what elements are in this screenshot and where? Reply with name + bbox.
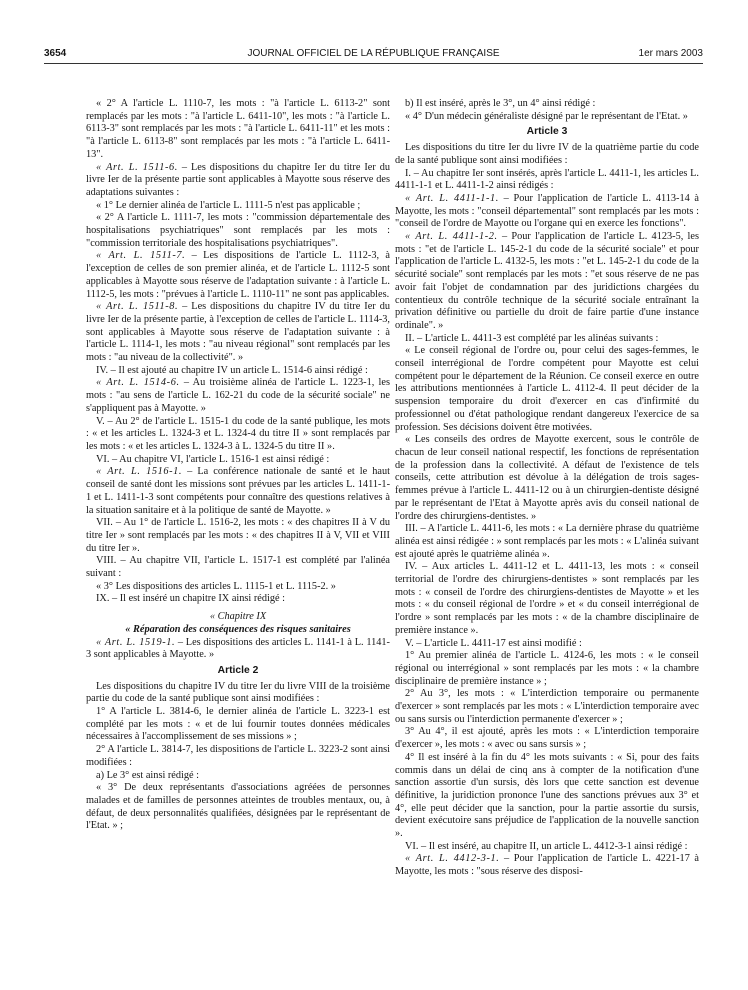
paragraph: « 2° A l'article L. 1111-7, les mots : "commission départementale des hospitalisations psychiatriques" sont remplacés par les mots : "commission territoriale des hospitalisations psychiatriques".	[86, 212, 390, 249]
paragraph: V. – L'article L. 4411-17 est ainsi modifié :	[405, 637, 582, 649]
paragraph: 1° Au premier alinéa de l'article L. 4124-6, les mots : « le conseil régional ou interrégional » sont remplacés par les mots : « la chambre disciplinaire de première instance » ;	[395, 650, 699, 687]
paragraph: « 4° D'un médecin généraliste désigné par le représentant de l'Etat. »	[405, 110, 688, 122]
paragraph: III. – A l'article L. 4411-6, les mots : « La dernière phrase du quatrième alinéa est ainsi rédigée : » sont remplacés par les mots : « L'alinéa suivant est ajouté après le quatrième alinéa ».	[395, 523, 699, 560]
paragraph: VIII. – Au chapitre VII, l'article L. 1517-1 est complété par l'alinéa suivant :	[86, 555, 390, 580]
paragraph: « Le conseil régional de l'ordre ou, pour celui des sages-femmes, le conseil interrégional de l'ordre compétent pour Mayotte est celui compétent pour le département de la Réunion. Ce conseil exerce en outre les attributions mentionnées à l'article L. 4112-4. Il peut décider de la suspension temporaire du droit d'exercer en cas d'infirmité du professionnel ou d'état pathologique rendant dangereux l'exercice de sa profession. Ses décisions doivent être motivées.	[395, 345, 699, 433]
paragraph: a) Le 3° est ainsi rédigé :	[96, 769, 200, 781]
paragraph: IV. – Il est ajouté au chapitre IV un article L. 1514-6 ainsi rédigé :	[96, 364, 368, 376]
publication-date: 1er mars 2003	[638, 48, 703, 59]
page-header	[44, 48, 703, 64]
paragraph: 2° Au 3°, les mots : « L'interdiction temporaire ou permanente d'exercer » sont remplacés par les mots : « L'interdiction temporaire avec ou sans sursis ou l'interdiction permanente d'exercer » ;	[395, 688, 699, 725]
article-paragraph: « Art. L. 1511-7. – Les dispositions de l'article L. 1112-3, à l'exception de celles de son premier alinéa, et de l'article L. 1112-5 sont applicables à Mayotte sous réserve de l'adaptation suivante : à l'article L. 1112-5, les mots : "prévues à l'article L. 1110-11" ne sont pas applicables.	[86, 250, 390, 300]
paragraph: 4° Il est inséré à la fin du 4° les mots suivants : « Si, pour des faits commis dans un délai de cinq ans à compter de la notification d'une sanction assortie d'un sursis, dès lors que cette sanction est devenue définitive, la juridiction prononce l'une des sanctions prévues aux 3° et 4°, elle peut décider que la sanction, pour la partie assortie du sursis, devient exécutoire sans préjudice de l'application de la nouvelle sanction ».	[395, 751, 699, 840]
article-paragraph: « Art. L. 1511-6. – Les dispositions du chapitre Ier du titre Ier du livre Ier de la présente partie sont applicables à Mayotte sous réserve des adaptations suivantes :	[86, 161, 391, 198]
article-paragraph: « Art. L. 1519-1. – Les dispositions des articles L. 1141-1 à L. 1141-3 sont applicables à Mayotte. »	[86, 636, 390, 661]
page-number: 3654	[44, 48, 67, 59]
paragraph: « Les conseils des ordres de Mayotte exercent, sous le contrôle de chacun de leur conseil national respectif, les fonctions de représentation de la profession dans la collectivité. A défaut de l'existence de tels conseils, cette attribution est dévolue à la délégation de trois sages-femmes prévue à l'article L. 4411-12 ou à un chirurgien-dentiste désigné par le représentant de l'Etat à Mayotte après avis du conseil national de l'ordre des chirurgiens-dentistes. »	[395, 434, 699, 522]
right-column	[395, 98, 699, 879]
paragraph: Les dispositions du titre Ier du livre IV de la quatrième partie du code de la santé publique sont ainsi modifiées :	[395, 142, 699, 166]
paragraph: 3° Au 4°, il est ajouté, après les mots : « L'interdiction temporaire d'exercer », les mots : « avec ou sans sursis » ;	[395, 726, 699, 751]
left-column	[86, 98, 390, 833]
paragraph: « 1° Le dernier alinéa de l'article L. 1111-5 n'est pas applicable ;	[96, 199, 361, 211]
paragraph: I. – Au chapitre Ier sont insérés, après l'article L. 4411-1, les articles L. 4411-1-1 et L. 4411-1-2 ainsi rédigés :	[395, 167, 699, 192]
article-paragraph: « Art. L. 4411-1-1. – Pour l'application de l'article L. 4113-14 à Mayotte, les mots : "conseil départemental" sont remplacés par les mots : "conseil de l'ordre de Mayotte ou l'organe qui en exerce les fonctions".	[395, 192, 699, 230]
article-3-title: Article 3	[526, 126, 568, 138]
paragraph: « 3° Les dispositions des articles L. 1115-1 et L. 1115-2. »	[96, 580, 336, 592]
paragraph: VII. – Au 1° de l'article L. 1516-2, les mots : « des chapitres II à V du titre Ier » sont remplacés par les mots : « des chapitres II à V, VII et VIII du titre Ier ».	[86, 517, 390, 554]
paragraph: V. – Au 2° de l'article L. 1515-1 du code de la santé publique, les mots : « et les articles L. 1324-3 et L. 1324-4 du titre II » sont remplacés par les mots : « et les articles L. 1324-3 à L. 1324-5 du titre II ».	[86, 415, 390, 452]
paragraph: VI. – Au chapitre VI, l'article L. 1516-1 est ainsi rédigé :	[96, 453, 330, 465]
chapter-heading: « Chapitre IX	[209, 611, 267, 623]
journal-title: JOURNAL OFFICIEL DE LA RÉPUBLIQUE FRANÇAISE	[247, 48, 500, 59]
article-paragraph: « Art. L. 4412-3-1. – Pour l'application de l'article L. 4221-17 à Mayotte, les mots : "sous réserve des disposi-	[395, 853, 699, 878]
paragraph: Les dispositions du chapitre IV du titre Ier du livre VIII de la troisième partie du code de la santé publique sont ainsi modifiées :	[86, 680, 390, 705]
paragraph: 2° A l'article L. 3814-7, les dispositions de l'article L. 3223-2 sont ainsi modifiées :	[86, 744, 390, 768]
paragraph: « 2° A l'article L. 1110-7, les mots : "à l'article L. 6113-2" sont remplacés par les mots : "à l'article L. 6411-10", les mots : "à l'article L. 6113-3" sont remplacés par les mots : "à l'article L. 6411-11" et les mots : "à l'article L. 6113-8" sont remplacés par les mots : "à l'article L. 6411-13".	[86, 98, 390, 160]
article-2-title: Article 2	[217, 664, 259, 676]
paragraph: b) Il est inséré, après le 3°, un 4° ainsi rédigé :	[405, 98, 596, 109]
article-paragraph: « Art. L. 4411-1-2. – Pour l'application de l'article L. 4123-5, les mots : "et de l'article L. 145-2-1 du code de la sécurité sociale" et pour l'application de l'article L. 4132-5, les mots : "et L. 145-2-1 du code de la sécurité sociale" sont remplacés par les mots : "et sous réserve de ne pas avoir fait l'objet de condamnation par des juridictions chargées du contentieux du contrôle technique de la sécurité sociale entraînant la privation définitive ou partielle du droit de faire partie d'une instance ordinale". »	[395, 231, 699, 331]
header-rule	[44, 63, 703, 64]
paragraph: IV. – Aux articles L. 4411-12 et L. 4411-13, les mots : « conseil territorial de l'ordre des chirurgiens-dentistes » sont remplacés par les mots : « conseil de l'ordre des chirurgiens-dentistes de Mayotte » et les mots : « du conseil régional de l'ordre » et « du conseil interrégional de l'ordre » sont remplacés par les mots : « de la chambre disciplinaire de première instance ».	[395, 561, 699, 636]
paragraph: « 3° De deux représentants d'associations agréées de personnes malades et de familles de personnes atteintes de troubles mentaux, ou, à défaut, de deux personnalités qualifiées, désignées par le représentant de l'Etat. » ;	[86, 782, 390, 832]
article-paragraph: « Art. L. 1516-1. – La conférence nationale de santé et le haut conseil de santé dont les missions sont prévues par les articles L. 1411-1-1 et L. 1411-1-3 sont compétents pour connaître des questions relatives à la situation sanitaire et à la politique de santé de Mayotte. »	[86, 466, 390, 516]
article-paragraph: « Art. L. 1511-8. – Les dispositions du chapitre IV du titre Ier du livre Ier de la présente partie, à l'exception de celles de l'article L. 1114-3, sont applicables à Mayotte sous réserve de l'adaptation suivante : à l'article L. 1114-1, les mots : "au niveau régional" sont remplacés par les mots : "au niveau de la collectivité". »	[86, 301, 391, 364]
chapter-subtitle: « Réparation des conséquences des risques sanitaires	[125, 623, 351, 635]
paragraph: VI. – Il est inséré, au chapitre II, un article L. 4412-3-1 ainsi rédigé :	[405, 840, 688, 852]
paragraph: 1° A l'article L. 3814-6, le dernier alinéa de l'article L. 3223-1 est complété par les mots : « et de lui fournir toutes données médicales nécessaires à l'accomplissement de ses missions » ;	[86, 706, 390, 743]
article-paragraph: « Art. L. 1514-6. – Au troisième alinéa de l'article L. 1223-1, les mots : "au sens de l'article L. 162-21 du code de la sécurité sociale" ne s'appliquent pas à Mayotte. »	[86, 377, 390, 414]
paragraph: IX. – Il est inséré un chapitre IX ainsi rédigé :	[96, 593, 285, 605]
paragraph: II. – L'article L. 4411-3 est complété par les alinéas suivants :	[405, 332, 659, 344]
